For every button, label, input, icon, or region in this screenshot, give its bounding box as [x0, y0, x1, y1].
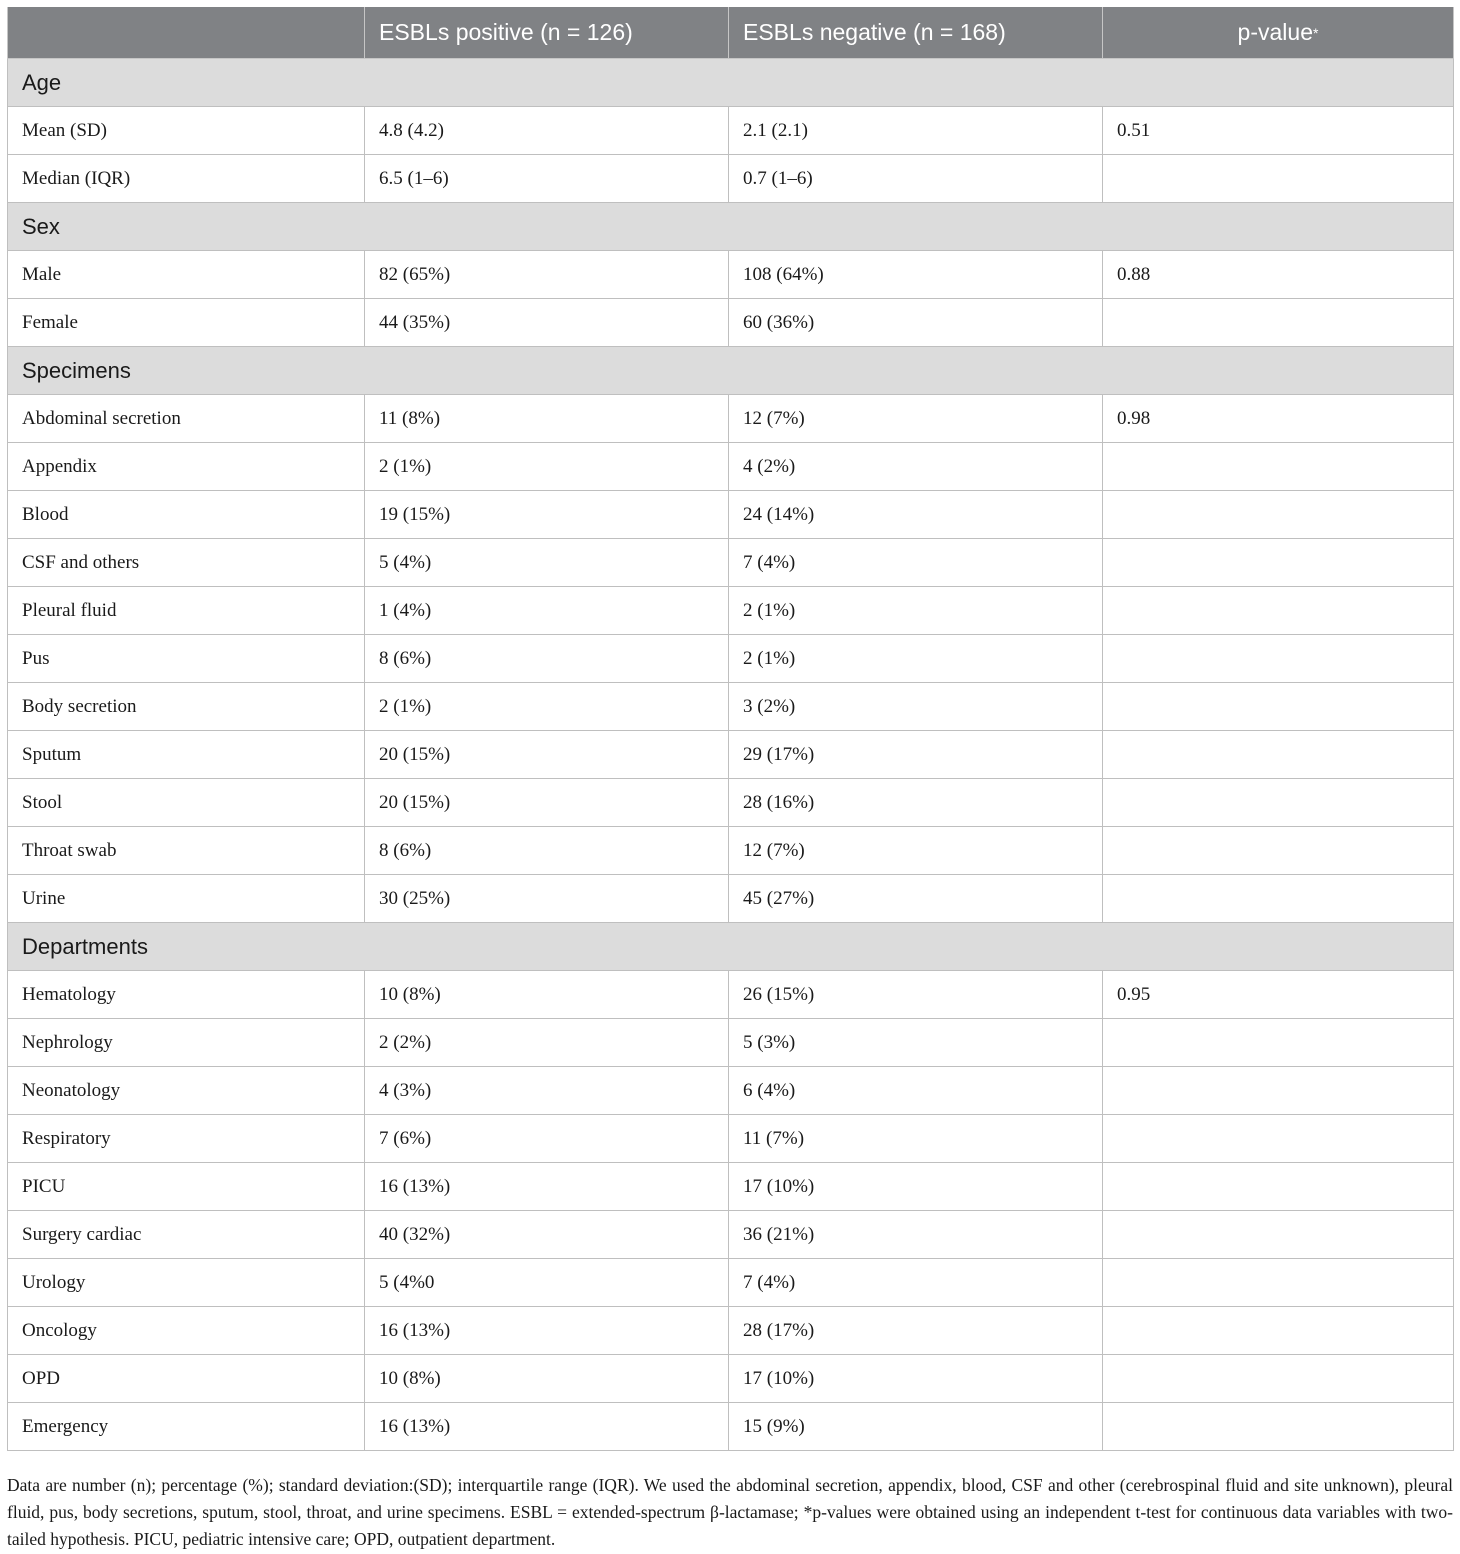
row-label: Mean (SD)	[8, 107, 365, 155]
esbl-negative-cell: 17 (10%)	[729, 1355, 1103, 1403]
characteristics-table	[7, 7, 1454, 1451]
header-cell-p-value	[1103, 7, 1454, 59]
table-row	[8, 491, 1454, 539]
p-value-cell: 0.51	[1103, 107, 1454, 155]
p-value-cell	[1103, 731, 1454, 779]
table-row	[8, 1115, 1454, 1163]
esbl-positive-cell: 10 (8%)	[365, 971, 729, 1019]
table-row	[8, 1019, 1454, 1067]
table-row	[8, 443, 1454, 491]
esbl-positive-cell: 4.8 (4.2)	[365, 107, 729, 155]
table-row	[8, 1355, 1454, 1403]
table-row	[8, 299, 1454, 347]
p-value-cell	[1103, 875, 1454, 923]
section-row	[8, 203, 1454, 251]
header-cell-esbl-negative: ESBLs negative (n = 168)	[729, 7, 1103, 59]
esbl-negative-cell: 7 (4%)	[729, 1259, 1103, 1307]
row-label: Stool	[8, 779, 365, 827]
row-label: Sputum	[8, 731, 365, 779]
row-label: PICU	[8, 1163, 365, 1211]
row-label: Nephrology	[8, 1019, 365, 1067]
p-value-cell	[1103, 1259, 1454, 1307]
table-row	[8, 635, 1454, 683]
table-row	[8, 1067, 1454, 1115]
row-label: Abdominal secretion	[8, 395, 365, 443]
row-label: Appendix	[8, 443, 365, 491]
esbl-positive-cell: 6.5 (1–6)	[365, 155, 729, 203]
p-value-cell: 0.98	[1103, 395, 1454, 443]
section-row	[8, 59, 1454, 107]
esbl-negative-cell: 108 (64%)	[729, 251, 1103, 299]
p-value-cell	[1103, 587, 1454, 635]
esbl-negative-cell: 45 (27%)	[729, 875, 1103, 923]
table-row	[8, 395, 1454, 443]
esbl-negative-cell: 3 (2%)	[729, 683, 1103, 731]
header-footnote-marker: *	[1312, 25, 1319, 41]
esbl-positive-cell: 44 (35%)	[365, 299, 729, 347]
header-row	[8, 7, 1454, 59]
p-value-cell	[1103, 539, 1454, 587]
section-title: Specimens	[8, 347, 1454, 395]
header-cell-blank	[8, 7, 365, 59]
header-cell-esbl-positive: ESBLs positive (n = 126)	[365, 7, 729, 59]
p-value-cell	[1103, 1355, 1454, 1403]
p-value-cell	[1103, 1211, 1454, 1259]
row-label: Blood	[8, 491, 365, 539]
table-row	[8, 1259, 1454, 1307]
table-row	[8, 875, 1454, 923]
esbl-positive-cell: 82 (65%)	[365, 251, 729, 299]
row-label: Surgery cardiac	[8, 1211, 365, 1259]
esbl-negative-cell: 2 (1%)	[729, 587, 1103, 635]
esbl-negative-cell: 4 (2%)	[729, 443, 1103, 491]
table-row	[8, 971, 1454, 1019]
p-value-cell	[1103, 299, 1454, 347]
table-header	[8, 7, 1454, 59]
row-label: Body secretion	[8, 683, 365, 731]
esbl-positive-cell: 4 (3%)	[365, 1067, 729, 1115]
header-p-value-label: p-value	[1237, 19, 1313, 45]
p-value-cell: 0.95	[1103, 971, 1454, 1019]
row-label: Neonatology	[8, 1067, 365, 1115]
esbl-positive-cell: 20 (15%)	[365, 731, 729, 779]
table-row	[8, 683, 1454, 731]
row-label: Female	[8, 299, 365, 347]
esbl-negative-cell: 12 (7%)	[729, 827, 1103, 875]
row-label: Respiratory	[8, 1115, 365, 1163]
table-row	[8, 539, 1454, 587]
table-row	[8, 1163, 1454, 1211]
esbl-positive-cell: 1 (4%)	[365, 587, 729, 635]
esbl-positive-cell: 20 (15%)	[365, 779, 729, 827]
row-label: Male	[8, 251, 365, 299]
table-container	[7, 7, 1453, 1451]
esbl-negative-cell: 29 (17%)	[729, 731, 1103, 779]
row-label: Urology	[8, 1259, 365, 1307]
esbl-negative-cell: 6 (4%)	[729, 1067, 1103, 1115]
esbl-positive-cell: 40 (32%)	[365, 1211, 729, 1259]
table-row	[8, 779, 1454, 827]
p-value-cell	[1103, 1307, 1454, 1355]
esbl-positive-cell: 8 (6%)	[365, 827, 729, 875]
esbl-positive-cell: 16 (13%)	[365, 1403, 729, 1451]
esbl-negative-cell: 2 (1%)	[729, 635, 1103, 683]
esbl-negative-cell: 5 (3%)	[729, 1019, 1103, 1067]
esbl-negative-cell: 11 (7%)	[729, 1115, 1103, 1163]
row-label: Hematology	[8, 971, 365, 1019]
esbl-positive-cell: 5 (4%)	[365, 539, 729, 587]
esbl-positive-cell: 8 (6%)	[365, 635, 729, 683]
row-label: OPD	[8, 1355, 365, 1403]
esbl-positive-cell: 19 (15%)	[365, 491, 729, 539]
esbl-negative-cell: 24 (14%)	[729, 491, 1103, 539]
table-footnote: Data are number (n); percentage (%); standard deviation:(SD); interquartile range (IQR). We used the abdominal secretion, appendix, blood, CSF and other (cerebrospinal fluid and site unknown), pleural fluid, pus, body secretions, sputum, stool, throat, and urine specimens. ESBL = extended-spectrum β-lactamase; *p-values were obtained using an independent t-test for continuous data variables with two-tailed hypothesis. PICU, pediatric intensive care; OPD, outpatient department.	[7, 1475, 1453, 1549]
esbl-positive-cell: 2 (1%)	[365, 443, 729, 491]
section-row	[8, 347, 1454, 395]
row-label: CSF and others	[8, 539, 365, 587]
p-value-cell	[1103, 1067, 1454, 1115]
esbl-negative-cell: 26 (15%)	[729, 971, 1103, 1019]
esbl-positive-cell: 16 (13%)	[365, 1163, 729, 1211]
esbl-positive-cell: 16 (13%)	[365, 1307, 729, 1355]
esbl-positive-cell: 7 (6%)	[365, 1115, 729, 1163]
esbl-negative-cell: 12 (7%)	[729, 395, 1103, 443]
table-row	[8, 1307, 1454, 1355]
table-row	[8, 587, 1454, 635]
esbl-negative-cell: 2.1 (2.1)	[729, 107, 1103, 155]
p-value-cell	[1103, 827, 1454, 875]
esbl-positive-cell: 10 (8%)	[365, 1355, 729, 1403]
esbl-positive-cell: 5 (4%0	[365, 1259, 729, 1307]
table-row	[8, 827, 1454, 875]
section-title: Departments	[8, 923, 1454, 971]
table-row	[8, 1211, 1454, 1259]
table-row	[8, 107, 1454, 155]
row-label: Median (IQR)	[8, 155, 365, 203]
p-value-cell	[1103, 1019, 1454, 1067]
table-row	[8, 251, 1454, 299]
row-label: Pleural fluid	[8, 587, 365, 635]
table-body	[8, 59, 1454, 1451]
p-value-cell	[1103, 635, 1454, 683]
row-label: Oncology	[8, 1307, 365, 1355]
esbl-negative-cell: 36 (21%)	[729, 1211, 1103, 1259]
p-value-cell	[1103, 1115, 1454, 1163]
esbl-negative-cell: 28 (17%)	[729, 1307, 1103, 1355]
esbl-negative-cell: 7 (4%)	[729, 539, 1103, 587]
esbl-negative-cell: 0.7 (1–6)	[729, 155, 1103, 203]
p-value-cell	[1103, 779, 1454, 827]
row-label: Urine	[8, 875, 365, 923]
esbl-positive-cell: 2 (2%)	[365, 1019, 729, 1067]
esbl-negative-cell: 60 (36%)	[729, 299, 1103, 347]
esbl-negative-cell: 17 (10%)	[729, 1163, 1103, 1211]
esbl-negative-cell: 28 (16%)	[729, 779, 1103, 827]
p-value-cell	[1103, 491, 1454, 539]
p-value-cell	[1103, 1403, 1454, 1451]
table-row	[8, 731, 1454, 779]
section-row	[8, 923, 1454, 971]
row-label: Emergency	[8, 1403, 365, 1451]
row-label: Throat swab	[8, 827, 365, 875]
esbl-positive-cell: 11 (8%)	[365, 395, 729, 443]
esbl-positive-cell: 30 (25%)	[365, 875, 729, 923]
p-value-cell: 0.88	[1103, 251, 1454, 299]
table-row	[8, 155, 1454, 203]
p-value-cell	[1103, 443, 1454, 491]
table-row	[8, 1403, 1454, 1451]
section-title: Sex	[8, 203, 1454, 251]
row-label: Pus	[8, 635, 365, 683]
esbl-positive-cell: 2 (1%)	[365, 683, 729, 731]
p-value-cell	[1103, 155, 1454, 203]
p-value-cell	[1103, 683, 1454, 731]
p-value-cell	[1103, 1163, 1454, 1211]
section-title: Age	[8, 59, 1454, 107]
esbl-negative-cell: 15 (9%)	[729, 1403, 1103, 1451]
